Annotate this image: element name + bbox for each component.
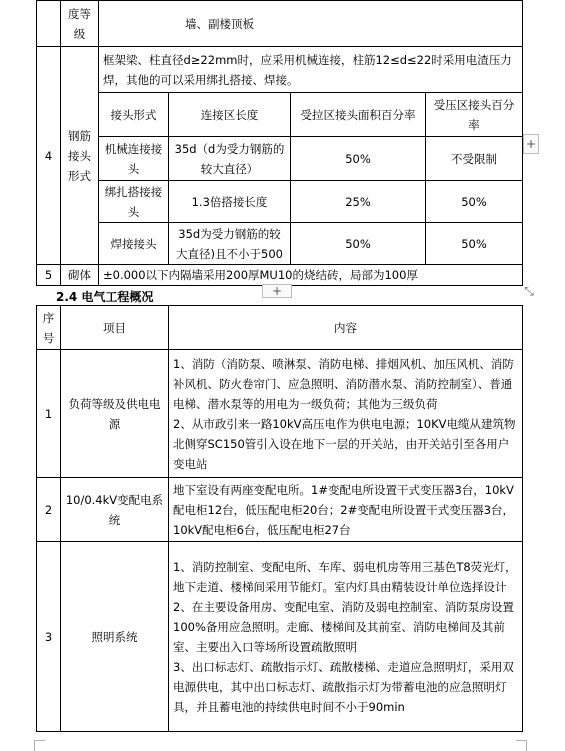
page-corner-mark: [34, 740, 45, 751]
row-content: 墙、副楼顶板: [99, 1, 523, 47]
cell: 焊接接头: [99, 223, 169, 265]
row-intro: 框架梁、柱直径d≥22mm时，应采用机械连接，柱筋12≤d≤22时采用电渣压力焊，其他的可以采用绑扎搭接、焊接。: [99, 47, 523, 93]
cell: 机械连接接头: [99, 137, 169, 181]
table-row: [37, 542, 523, 732]
row-number-cell: [37, 1, 61, 47]
plus-icon: +: [525, 137, 537, 151]
table-row: [37, 350, 523, 478]
header-cell: 受拉区接头面积百分率: [291, 93, 426, 137]
row-item: 照明系统: [61, 542, 169, 732]
cell: 50%: [291, 137, 426, 181]
row-number: 1: [37, 350, 61, 478]
table-row: [37, 478, 523, 542]
row-content: 1、消防（消防泵、喷淋泵、消防电梯、排烟风机、加压风机、消防补风机、防火卷帘门、应急照明、消防潜水泵、消防控制室）、普通电梯、潜水泵等的用电为一级负荷；其他为三级负荷 2、从市政引来一路10kV高压电作为供电电源；10KV电缆从建筑物北侧穿SC150管引入设在地下一层的开关站，由开关站引至各用户变电站: [169, 350, 523, 478]
table-row: [37, 223, 523, 265]
header-cell: 接头形式: [99, 93, 169, 137]
row-label: 砌体: [61, 265, 99, 286]
row-number: 3: [37, 542, 61, 732]
table-resize-icon[interactable]: ⤡: [524, 284, 534, 298]
electrical-table: [36, 305, 523, 732]
table-row: [37, 137, 523, 181]
row-item: 负荷等级及供电电源: [61, 350, 169, 478]
row-content: 地下室设有两座变配电所。1#变配电所设置干式变压器3台，10kV配电柜12台，低压配电柜20台；2#变配电所设置干式变压器3台，10kV配电柜6台，低压配电柜27台: [169, 478, 523, 542]
header-cell: 项目: [61, 306, 169, 350]
row-number: 5: [37, 265, 61, 286]
table-row: [37, 265, 523, 286]
row-content: 1、消防控制室、变配电所、车库、弱电机房等用三基色T8荧光灯，地下走道、楼梯间采用节能灯。室内灯具由精装设计单位选择设计 2、在主要设备用房、变配电室、消防及弱电控制室、消防泵房设置100%备用应急照明。走廊、楼梯间及其前室、消防电梯间及其前室、主要出入口等场所设置疏散照明 3、出口标志灯、疏散指示灯、疏散楼梯、走道应急照明灯，采用双电源供电，其中出口标志灯、疏散指示灯为带蓄电池的应急照明灯具，并且蓄电池的持续供电时间不小于90min: [169, 542, 523, 732]
cell: 不受限制: [426, 137, 523, 181]
cell: 35d为受力钢筋的较大直径)且不小于500: [169, 223, 291, 265]
table-header-row: [37, 93, 523, 137]
table-header-row: [37, 306, 523, 350]
page-corner-mark: [516, 740, 527, 751]
header-cell: 受压区接头百分率: [426, 93, 523, 137]
cell: 1.3倍搭接长度: [169, 181, 291, 223]
add-row-button[interactable]: [262, 284, 292, 298]
row-content: ±0.000以下内隔墙采用200厚MU10的烧结砖，局部为100厚: [99, 265, 523, 286]
row-number: 2: [37, 478, 61, 542]
table-row: [37, 181, 523, 223]
cell: 50%: [426, 181, 523, 223]
section-heading: 2.4 电气工程概况: [56, 290, 154, 304]
plus-icon: +: [271, 284, 283, 298]
row-label: 钢筋接头形式: [61, 47, 99, 265]
add-column-button[interactable]: [523, 134, 539, 154]
cell: 绑扎搭接接头: [99, 181, 169, 223]
row-item: 10/0.4kV变配电系统: [61, 478, 169, 542]
header-cell: 内容: [169, 306, 523, 350]
row-label: 度等级: [61, 1, 99, 47]
table-row: [37, 47, 523, 93]
table-row: [37, 1, 523, 47]
header-cell: 连接区长度: [169, 93, 291, 137]
cell: 35d（d为受力钢筋的较大直径）: [169, 137, 291, 181]
cell: 25%: [291, 181, 426, 223]
cell: 50%: [291, 223, 426, 265]
cell: 50%: [426, 223, 523, 265]
header-cell: 序号: [37, 306, 61, 350]
rebar-table: [36, 0, 523, 286]
row-number: 4: [37, 47, 61, 265]
